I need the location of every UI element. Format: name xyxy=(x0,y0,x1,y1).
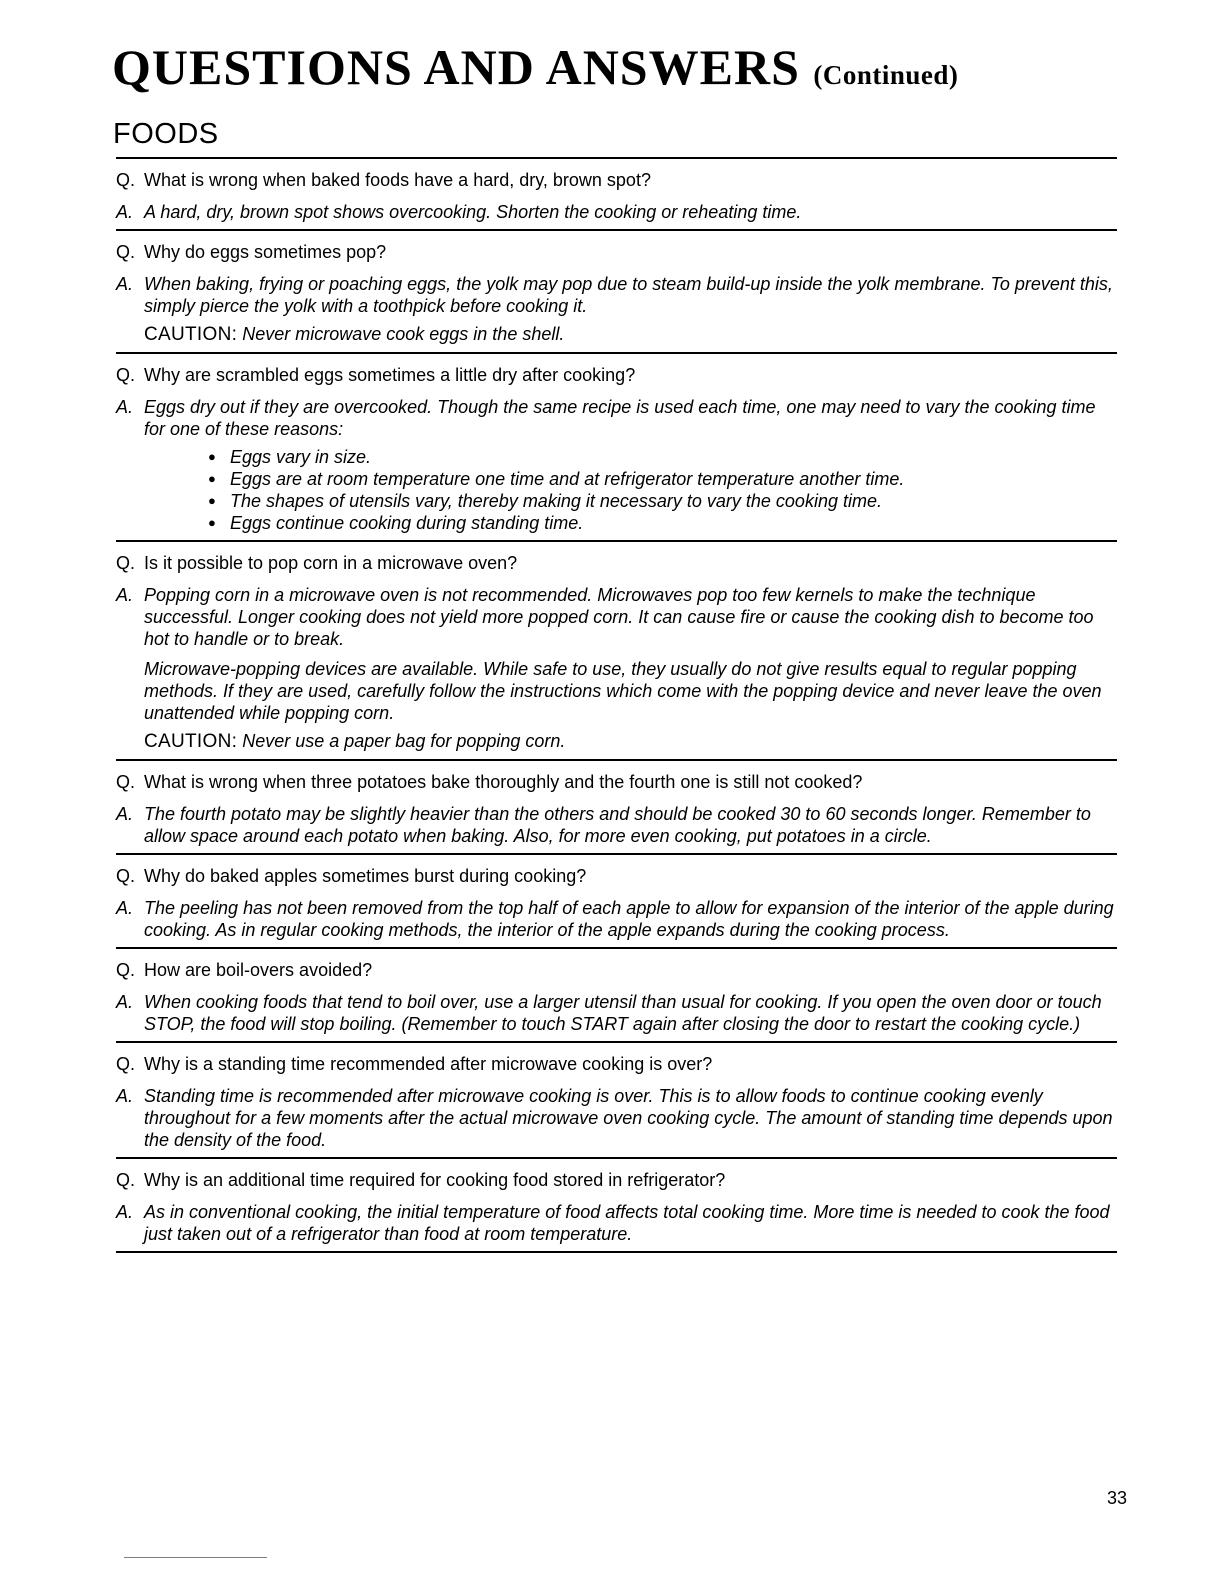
question-text: Why are scrambled eggs sometimes a little dry after cooking? xyxy=(144,365,636,385)
caution-label: CAUTION: xyxy=(144,731,238,752)
qa-item xyxy=(116,540,1117,759)
question-text: Why is an additional time required for cooking food stored in refrigerator? xyxy=(144,1170,726,1190)
title-main: QUESTIONS AND ANSWERS xyxy=(112,39,800,95)
reason-item: ● Eggs are at room temperature one time and at refrigerator temperature another time. xyxy=(208,468,1117,490)
answer-label: A. xyxy=(116,274,134,294)
answer-label: A. xyxy=(116,1202,134,1222)
caution-note xyxy=(144,323,1117,346)
qa-item xyxy=(116,157,1117,229)
reason-list xyxy=(208,446,1117,534)
answer-row xyxy=(116,991,1117,1035)
question-row xyxy=(116,364,1117,386)
question-label: Q. xyxy=(116,170,136,190)
qa-item xyxy=(116,1041,1117,1157)
question-label: Q. xyxy=(116,772,136,792)
answer-label: A. xyxy=(116,1086,134,1106)
answer-row xyxy=(116,273,1117,346)
answer-label: A. xyxy=(116,804,134,824)
answer-label: A. xyxy=(116,202,134,222)
answer-row xyxy=(116,584,1117,753)
question-label: Q. xyxy=(116,365,136,385)
answer-text: Eggs dry out if they are overcooked. Though the same recipe is used each time, one may need to vary the cooking time for one of these reasons: xyxy=(144,397,1096,439)
answer-text: When baking, frying or poaching eggs, the yolk may pop due to steam build-up inside the yolk membrane. To prevent this, simply pierce the yolk with a toothpick before cooking it. xyxy=(144,274,1113,316)
answer-text: As in conventional cooking, the initial temperature of food affects total cooking time. More time is needed to cook the food just taken out of a refrigerator than food at room temperature. xyxy=(144,1202,1110,1244)
question-label: Q. xyxy=(116,1170,136,1190)
section-heading: FOODS xyxy=(113,118,219,150)
answer-row xyxy=(116,396,1117,534)
page-number: 33 xyxy=(1107,1488,1128,1508)
question-row xyxy=(116,771,1117,793)
question-row xyxy=(116,865,1117,887)
answer-label: A. xyxy=(116,585,134,605)
qa-list xyxy=(116,157,1117,1253)
answer-row xyxy=(116,803,1117,847)
question-text: What is wrong when three potatoes bake thoroughly and the fourth one is still not cooked? xyxy=(144,772,863,792)
question-label: Q. xyxy=(116,866,136,886)
answer-text: Popping corn in a microwave oven is not recommended. Microwaves pop too few kernels to make the technique successful. Longer cooking does not yield more popped corn. It can cause fire or cause the cooking dish to become too hot to handle or to break. xyxy=(144,585,1094,649)
qa-item xyxy=(116,853,1117,947)
answer-row xyxy=(116,897,1117,941)
question-label: Q. xyxy=(116,1054,136,1074)
question-label: Q. xyxy=(116,553,136,573)
caution-note xyxy=(144,730,1117,753)
answer-text: The peeling has not been removed from the top half of each apple to allow for expansion of the interior of the apple during cooking. As in regular cooking methods, the interior of the apple expands during the cooking process. xyxy=(144,898,1114,940)
question-row xyxy=(116,959,1117,981)
answer-row xyxy=(116,201,1117,223)
question-label: Q. xyxy=(116,242,136,262)
caution-text: Never microwave cook eggs in the shell. xyxy=(242,324,565,344)
question-text: Why do eggs sometimes pop? xyxy=(144,242,387,262)
question-row xyxy=(116,1169,1117,1191)
qa-item xyxy=(116,352,1117,540)
qa-item xyxy=(116,759,1117,853)
answer-label: A. xyxy=(116,992,134,1012)
answer-text: Microwave-popping devices are available. While safe to use, they usually do not give results equal to regular popping methods. If they are used, carefully follow the instructions which come with the popping device and never leave the oven unattended while popping corn. xyxy=(144,659,1102,723)
question-text: Why is a standing time recommended after microwave cooking is over? xyxy=(144,1054,713,1074)
question-row xyxy=(116,1053,1117,1075)
question-row xyxy=(116,169,1117,191)
question-text: How are boil-overs avoided? xyxy=(144,960,373,980)
answer-text: Standing time is recommended after microwave cooking is over. This is to allow foods to continue cooking evenly throughout for a few moments after the actual microwave oven cooking cycle. The amount of standing time depends upon the density of the food. xyxy=(144,1086,1113,1150)
question-text: What is wrong when baked foods have a hard, dry, brown spot? xyxy=(144,170,651,190)
qa-item xyxy=(116,947,1117,1041)
answer-row xyxy=(116,1085,1117,1151)
title-suffix: (Continued) xyxy=(813,60,959,90)
qa-item xyxy=(116,229,1117,352)
question-row xyxy=(116,552,1117,574)
reason-item: ● Eggs vary in size. xyxy=(208,446,1117,468)
answer-row xyxy=(116,1201,1117,1245)
qa-item xyxy=(116,1157,1117,1253)
question-label: Q. xyxy=(116,960,136,980)
question-text: Why do baked apples sometimes burst during cooking? xyxy=(144,866,587,886)
answer-text: When cooking foods that tend to boil over, use a larger utensil than usual for cooking. If you open the oven door or touch STOP, the food will stop boiling. (Remember to touch START again after closing the door to restart the cooking cycle.) xyxy=(144,992,1102,1034)
question-row xyxy=(116,241,1117,263)
question-text: Is it possible to pop corn in a microwave oven? xyxy=(144,553,518,573)
answer-label: A. xyxy=(116,397,134,417)
answer-text: A hard, dry, brown spot shows overcooking. Shorten the cooking or reheating time. xyxy=(144,202,802,222)
caution-label: CAUTION: xyxy=(144,324,238,345)
answer-text: The fourth potato may be slightly heavier than the others and should be cooked 30 to 60 seconds longer. Remember to allow space around each potato when baking. Also, for more even cooking, put potatoes in a circle. xyxy=(144,804,1091,846)
page-title xyxy=(112,38,958,96)
footer-rule xyxy=(124,1557,267,1558)
caution-text: Never use a paper bag for popping corn. xyxy=(242,731,566,751)
reason-item: ● The shapes of utensils vary, thereby making it necessary to vary the cooking time. xyxy=(208,490,1117,512)
answer-label: A. xyxy=(116,898,134,918)
reason-item: ● Eggs continue cooking during standing time. xyxy=(208,512,1117,534)
